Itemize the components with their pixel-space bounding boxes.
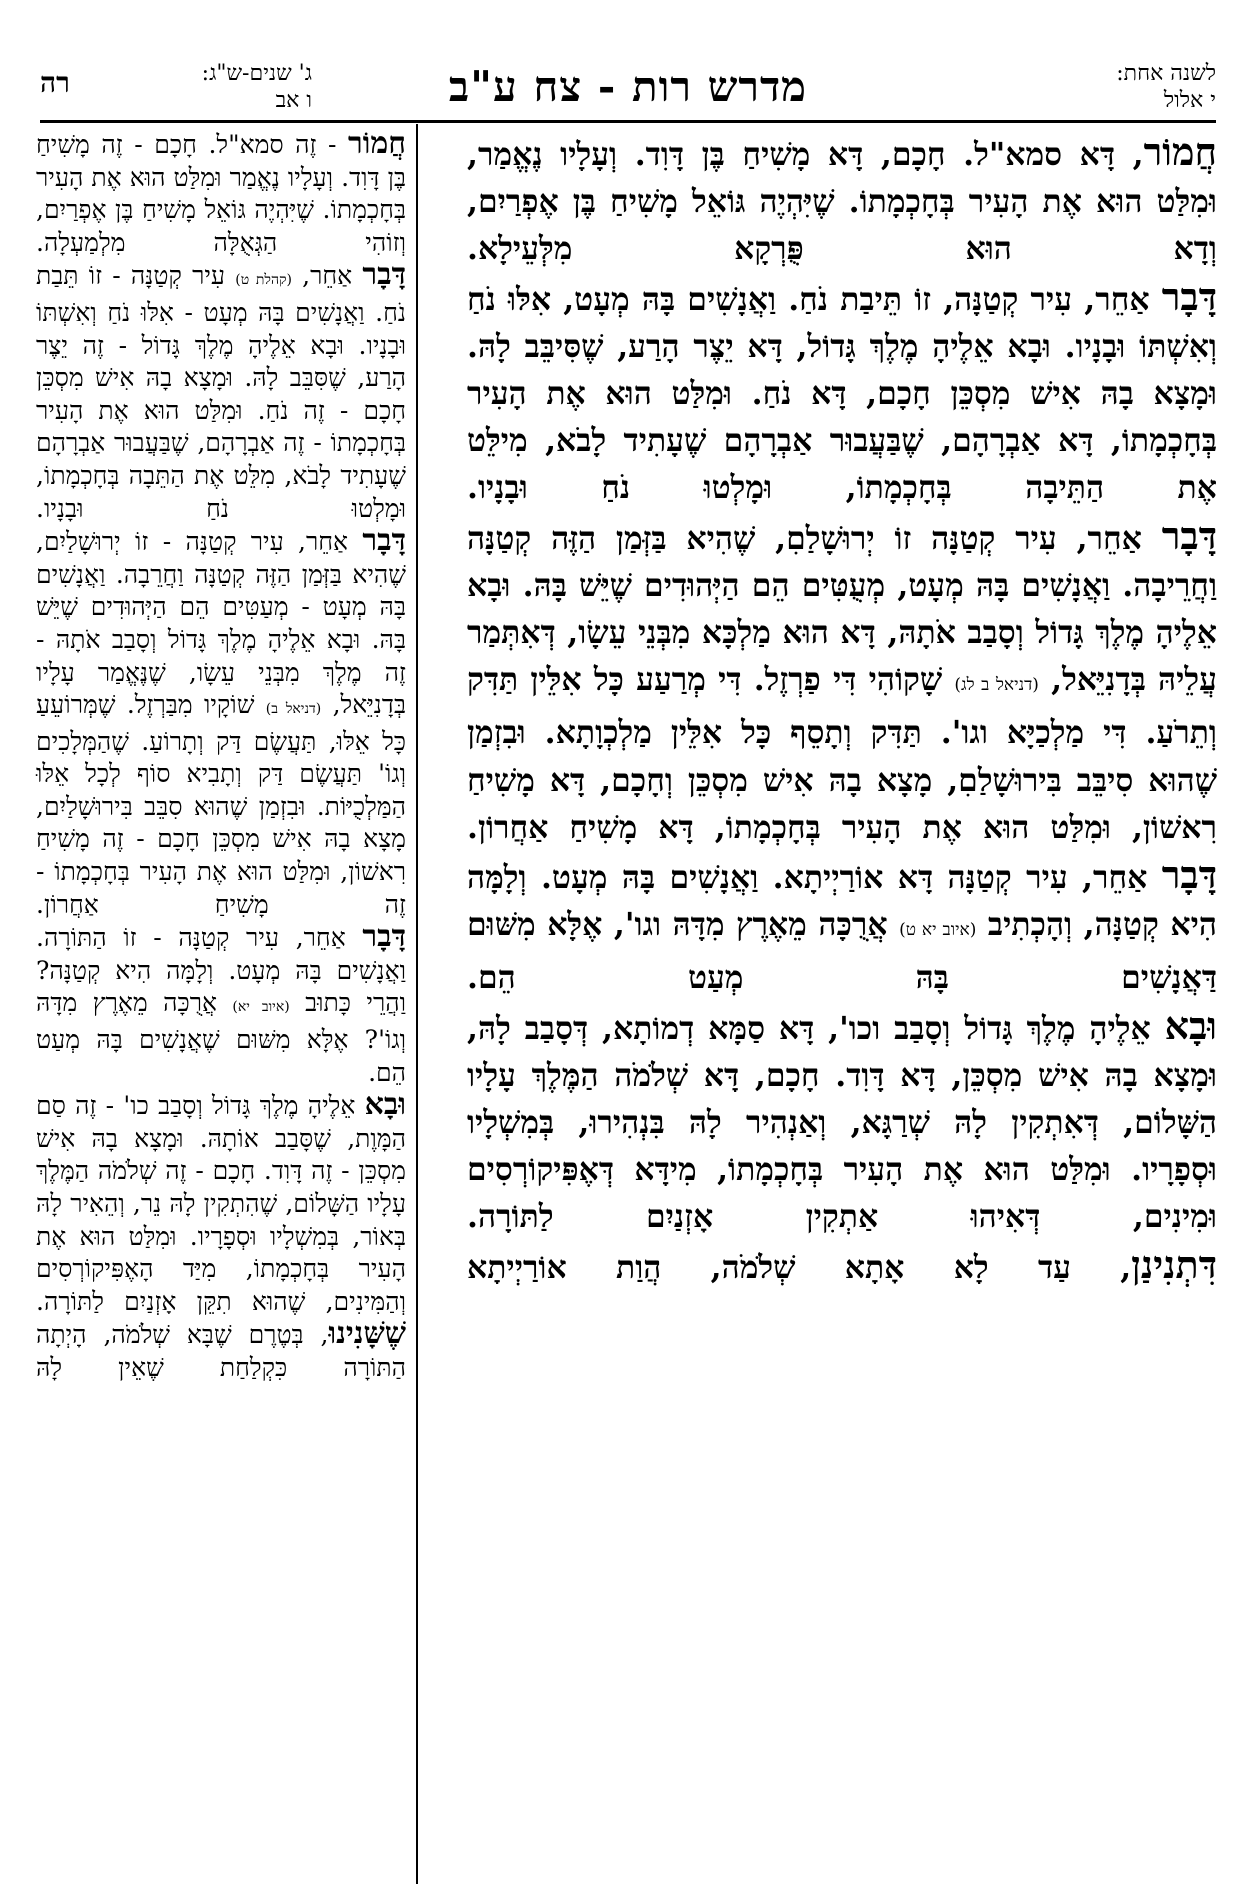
- translation-lead-word: דָּבָר: [362, 523, 406, 559]
- main-lead-word: וּבָא: [1164, 1002, 1217, 1048]
- main-paragraph-5: [467, 1002, 1217, 1241]
- translation-lead-word: וּבָא: [364, 1087, 406, 1123]
- verse-reference: (קהלת ט): [235, 272, 292, 289]
- schedule-date-three-years: ו אב: [275, 88, 312, 113]
- verse-reference: (איוב יא ט): [899, 920, 977, 941]
- main-paragraph-4: [467, 851, 1217, 1002]
- main-text: אַחֵר, עִיר קְטַנָּה, זוֹ תֵּיבַת נֹחַ. וַאֲנָשִׁים בָּהּ מְעָט, אִלּוּ נֹחַ וְאִשְׁתּוֹ וּבָנָיו. וּבָא אֵלֶיהָ מֶלֶךְ גָּדוֹל, דָּא יֵצֶר הָרַע, שֶׁסִּיבֵּב לָהּ. וּמָצָא בָהּ אִישׁ מִסְכֵּן חָכָם, דָּא נֹחַ. וּמִלַּט הוּא אֶת הָעִיר בְּחָכְמָתוֹ, דָּא אַבְרָהָם, שֶׁבַּעֲבוּר אַבְרָהָם שֶׁעָתִיד לָבֹא, מִילֵּט אֶת הַתֵּיבָה בְּחָכְמָתוֹ, וּמָלְטוּ נֹחַ וּבָנָיו.: [467, 280, 1217, 507]
- verse-reference: (דניאל ב): [265, 701, 322, 718]
- translation-lead-word: דָּבָר: [362, 257, 406, 293]
- translation-text: אַחֵר, עִיר קְטַנָּה - זוֹ יְרוּשָׁלַיִם, שֶׁהִיא בַּזְּמַן הַזֶּה קְטַנָּה וַחֲרֵבָה. וַאֲנָשִׁים בָּהּ מְעָט - מְעַטִּים הֵם הַיְּהוּדִים שֶׁיֵּשׁ בָּהּ. וּבָא אֵלֶיהָ מֶלֶךְ גָּדוֹל וְסָבַב אֹתָהּ - זֶה מֶלֶךְ מִבְּנֵי עֵשָׂו, שֶׁנֶּאֱמַר עָלָיו בְּדָנִיֵּאל,: [36, 527, 406, 720]
- study-schedule-three-years: [122, 60, 312, 114]
- main-lead-word: דָּבָר: [1161, 852, 1217, 898]
- translation-lead-word: שֶׁשָּׁנִינוּ: [328, 1316, 406, 1352]
- main-lead-word: דָּבָר: [1161, 273, 1217, 319]
- translation-text: אַחֵר, עִיר קְטַנָּה - זוֹ הַתּוֹרָה. וַאֲנָשִׁים בָּהּ מְעָט. וְלָמָּה הִיא קְטַנָּה? וַהֲרֵי כָּתוּב: [36, 923, 406, 1018]
- translation-column: [36, 128, 406, 1385]
- translation-lead-word: דָּבָר: [362, 919, 406, 955]
- main-text-column: [467, 128, 1217, 1291]
- main-lead-word: דִּתְנִינַן: [1131, 1241, 1217, 1287]
- translation-text: - זֶה סמא"ל. חָכָם - זֶה מָשִׁיחַ בֶּן דָּוִד. וְעָלָיו נֶאֱמַר וּמִלַּט הוּא אֶת הָעִיר בְּחָכְמָתוֹ. שֶׁיִּהְיֶה גּוֹאֵל מָשִׁיחַ בֶּן אֶפְרַיִם, וְזוֹהִי הַגְּאֻלָּה מִלְמַעְלָה.: [36, 130, 406, 257]
- main-paragraph-1: [467, 128, 1217, 273]
- main-text: , עַד לָא אָתָא שְׁלֹמֹה, הֲוַת אוֹרַיְיתָא: [467, 1248, 1132, 1286]
- verse-reference: (איוב יא): [232, 999, 290, 1016]
- translation-paragraph-3: [36, 525, 406, 921]
- translation-text: , בְּטֶרֶם שֶׁבָּא שְׁלֹמֹה, הָיְתָה הַתּוֹרָה כִּקְלַחַת שֶׁאֵין לָהּ: [36, 1320, 406, 1382]
- translation-text: אַחֵר,: [291, 261, 363, 291]
- schedule-date-one-year: י אלול: [1163, 88, 1216, 113]
- schedule-label-three-years: ג' שנים-ש"ג:: [201, 61, 312, 86]
- translation-paragraph-4: [36, 921, 406, 1089]
- main-paragraph-6: [467, 1241, 1217, 1291]
- main-text: אַחֵר, עִיר קְטַנָּה דָּא אוֹרַיְיתָא. וַאֲנָשִׁים בָּהּ מְעָט. וְלָמָּה הִיא קְטַנָּה, וְהָכְתִיב: [467, 859, 1217, 944]
- page-number: רה: [40, 66, 70, 99]
- header-left-block: [40, 60, 340, 118]
- translation-paragraph-5: [36, 1089, 406, 1318]
- translation-paragraph-6: [36, 1318, 406, 1384]
- main-paragraph-3: [467, 512, 1217, 851]
- translation-text: אֲרֻכָּה מֵאֶרֶץ מִדָּהּ וְגוֹ'? אֶלָּא מִשּׁוּם שֶׁאֲנָשִׁים בָּהּ מְעַט הֵם.: [36, 988, 406, 1087]
- main-lead-word: חֲמוֹר: [1143, 129, 1217, 174]
- schedule-label-one-year: לשנה אחת:: [1116, 61, 1216, 86]
- main-text: אֵלֶיהָ מֶלֶךְ גָּדוֹל וְסָבַב וכו', דָּא סַמָּא דְמוֹתָא, דְּסָבַב לָהּ, וּמָצָא בָהּ אִישׁ מִסְכֵּן, דָּא דָּוִד. חָכָם, דָּא שְׁלֹמֹה הַמֶּלֶךְ עָלָיו הַשָּׁלוֹם, דְּאִתְקִין לָהּ שְׁרַגָּא, וְאַנְהִיר לָהּ בִּנְהִירוּ, בְּמִשְׁלָיו וּסְפָרָיו. וּמִלַּט הוּא אֶת הָעִיר בְּחָכְמָתוֹ, מִידָּא דְּאֶפִּיקוֹרְסִים וּמִינִים, דְּאִיהוּ אַתְקִין אָזְנַיִם לַתּוֹרָה.: [467, 1009, 1217, 1236]
- verse-reference: (דניאל ב לג): [954, 675, 1039, 696]
- translation-lead-word: חֲמוֹר: [348, 126, 406, 161]
- translation-text: אֵלֶיהָ מֶלֶךְ גָּדוֹל וְסָבַב כו' - זֶה סַם הַמָּוֶת, שֶׁסָּבַב אוֹתָהּ. וּמָצָא בָהּ אִישׁ מִסְכֵּן - זֶה דָּוִד. חָכָם - זֶה שְׁלֹמֹה הַמֶּלֶךְ עָלָיו הַשָּׁלוֹם, שֶׁהִתְקִין לָהּ נֵר, וְהֵאִיר לָהּ בְּאוֹר, בְּמִשְׁלָיו וּסְפָרָיו. וּמִלַּט הוּא אֶת הָעִיר בְּחָכְמָתוֹ, מִיַּד הָאֶפִּיקוֹרְסִים וְהַמִּינִים, שֶׁהוּא תִקֵּן אָזְנַיִם לַתּוֹרָה.: [36, 1091, 406, 1316]
- main-text: , דָּא סמא"ל. חָכָם, דָּא מָשִׁיחַ בֶּן דָּוִד. וְעָלָיו נֶאֱמַר, וּמִלַּט הוּא אֶת הָעִיר בְּחָכְמָתוֹ. שֶׁיִּהְיֶה גּוֹאֵל מָשִׁיחַ בֶּן אֶפְרַיִם, וְדָא הוּא פֻּרְקָא מִלְּעֵילָא.: [467, 136, 1217, 268]
- main-text: אַחֵר, עִיר קְטַנָּה זוֹ יְרוּשָׁלַםִ, שֶׁהִיא בַּזְּמַן הַזֶּה קְטַנָּה וַחֲרֵיבָה. וַאֲנָשִׁים בָּהּ מְעָט, מְעֻטִּים הֵם הַיְּהוּדִים שֶׁיֵּשׁ בָּהּ. וּבָא אֵלֶיהָ מֶלֶךְ גָּדוֹל וְסָבַב אֹתָהּ, דָּא הוּא מַלְכָּא מִבְּנֵי עֵשָׂו, דְּאִתְּמַר עֲלֵיהּ בְּדָנִיֵּאל,: [467, 519, 1217, 699]
- page-title: מדרש רות - צח ע"ב: [448, 62, 808, 111]
- page-header: [40, 60, 1216, 118]
- header-rule: [40, 120, 1216, 123]
- translation-text: שׁוֹקָיו מִבַּרְזֶל. שֶׁמְּרוֹעֵעַ כָּל אֵלּוּ, תַּעֲשֶׂם דַּק וְתָרוֹעַ. שֶׁהַמְּלָכִים וְגוֹ' תַּעֲשֶׂם דַּק וְתָבִיא סוֹף לְכָל אֵלּוּ הַמַּלְכֻיּוֹת. וּבִזְמַן שֶׁהוּא סִבֵּב בִּירוּשָׁלַיִם, מָצָא בָהּ אִישׁ מִסְכֵּן חָכָם - זֶה מָשִׁיחַ רִאשׁוֹן, וּמִלַּט הוּא אֶת הָעִיר בְּחָכְמָתוֹ - זֶה מָשִׁיחַ אַחֲרוֹן.: [36, 690, 406, 919]
- column-divider: [416, 124, 418, 1884]
- main-text: אֲרֻכָּה מֵאֶרֶץ מִדָּהּ וגו', אֶלָּא מִשּׁוּם דַּאֲנָשִׁים בָּהּ מְעַט הֵם.: [467, 906, 1217, 997]
- translation-paragraph-2: [36, 259, 406, 525]
- main-text: שָׁקוֹהִי דִּי פַרְזֶל. דִּי מְרַעַע כָּל אִלֵּין תַּדִּק וְתֵרֹעַ. דִּי מַלְכַיָּא וגו'. תַּדִּק וְתָסֵף כָּל אִלֵּין מַלְכְוָתָא. וּבִזְמַן שֶׁהוּא סִיבֵּב בִּירוּשָׁלַםִ, מָצָא בָהּ אִישׁ מִסְכֵּן וְחָכָם, דָּא מָשִׁיחַ רִאשׁוֹן, וּמִלַּט הוּא אֶת הָעִיר בְּחָכְמָתוֹ, דָּא מָשִׁיחַ אַחֲרוֹן.: [467, 661, 1217, 846]
- translation-paragraph-1: [36, 128, 406, 259]
- main-lead-word: דָּבָר: [1161, 512, 1217, 558]
- translation-text: עִיר קְטַנָּה - זוֹ תֵּבַת נֹחַ. וַאֲנָשִׁים בָּהּ מְעָט - אִלּוּ נֹחַ וְאִשְׁתּוֹ וּבָנָיו. וּבָא אֵלֶיהָ מֶלֶךְ גָּדוֹל - זֶה יֵצֶר הָרַע, שֶׁסִּבֵּב לָהּ. וּמָצָא בָהּ אִישׁ מִסְכֵּן חָכָם - זֶה נֹחַ. וּמִלַּט הוּא אֶת הָעִיר בְּחָכְמָתוֹ - זֶה אַבְרָהָם, שֶׁבַּעֲבוּר אַבְרָהָם שֶׁעָתִיד לָבֹא, מִלֵּט אֶת הַתֵּבָה בְּחָכְמָתוֹ, וּמָלְטוּ נֹחַ וּבָנָיו.: [36, 261, 406, 523]
- main-paragraph-2: [467, 273, 1217, 512]
